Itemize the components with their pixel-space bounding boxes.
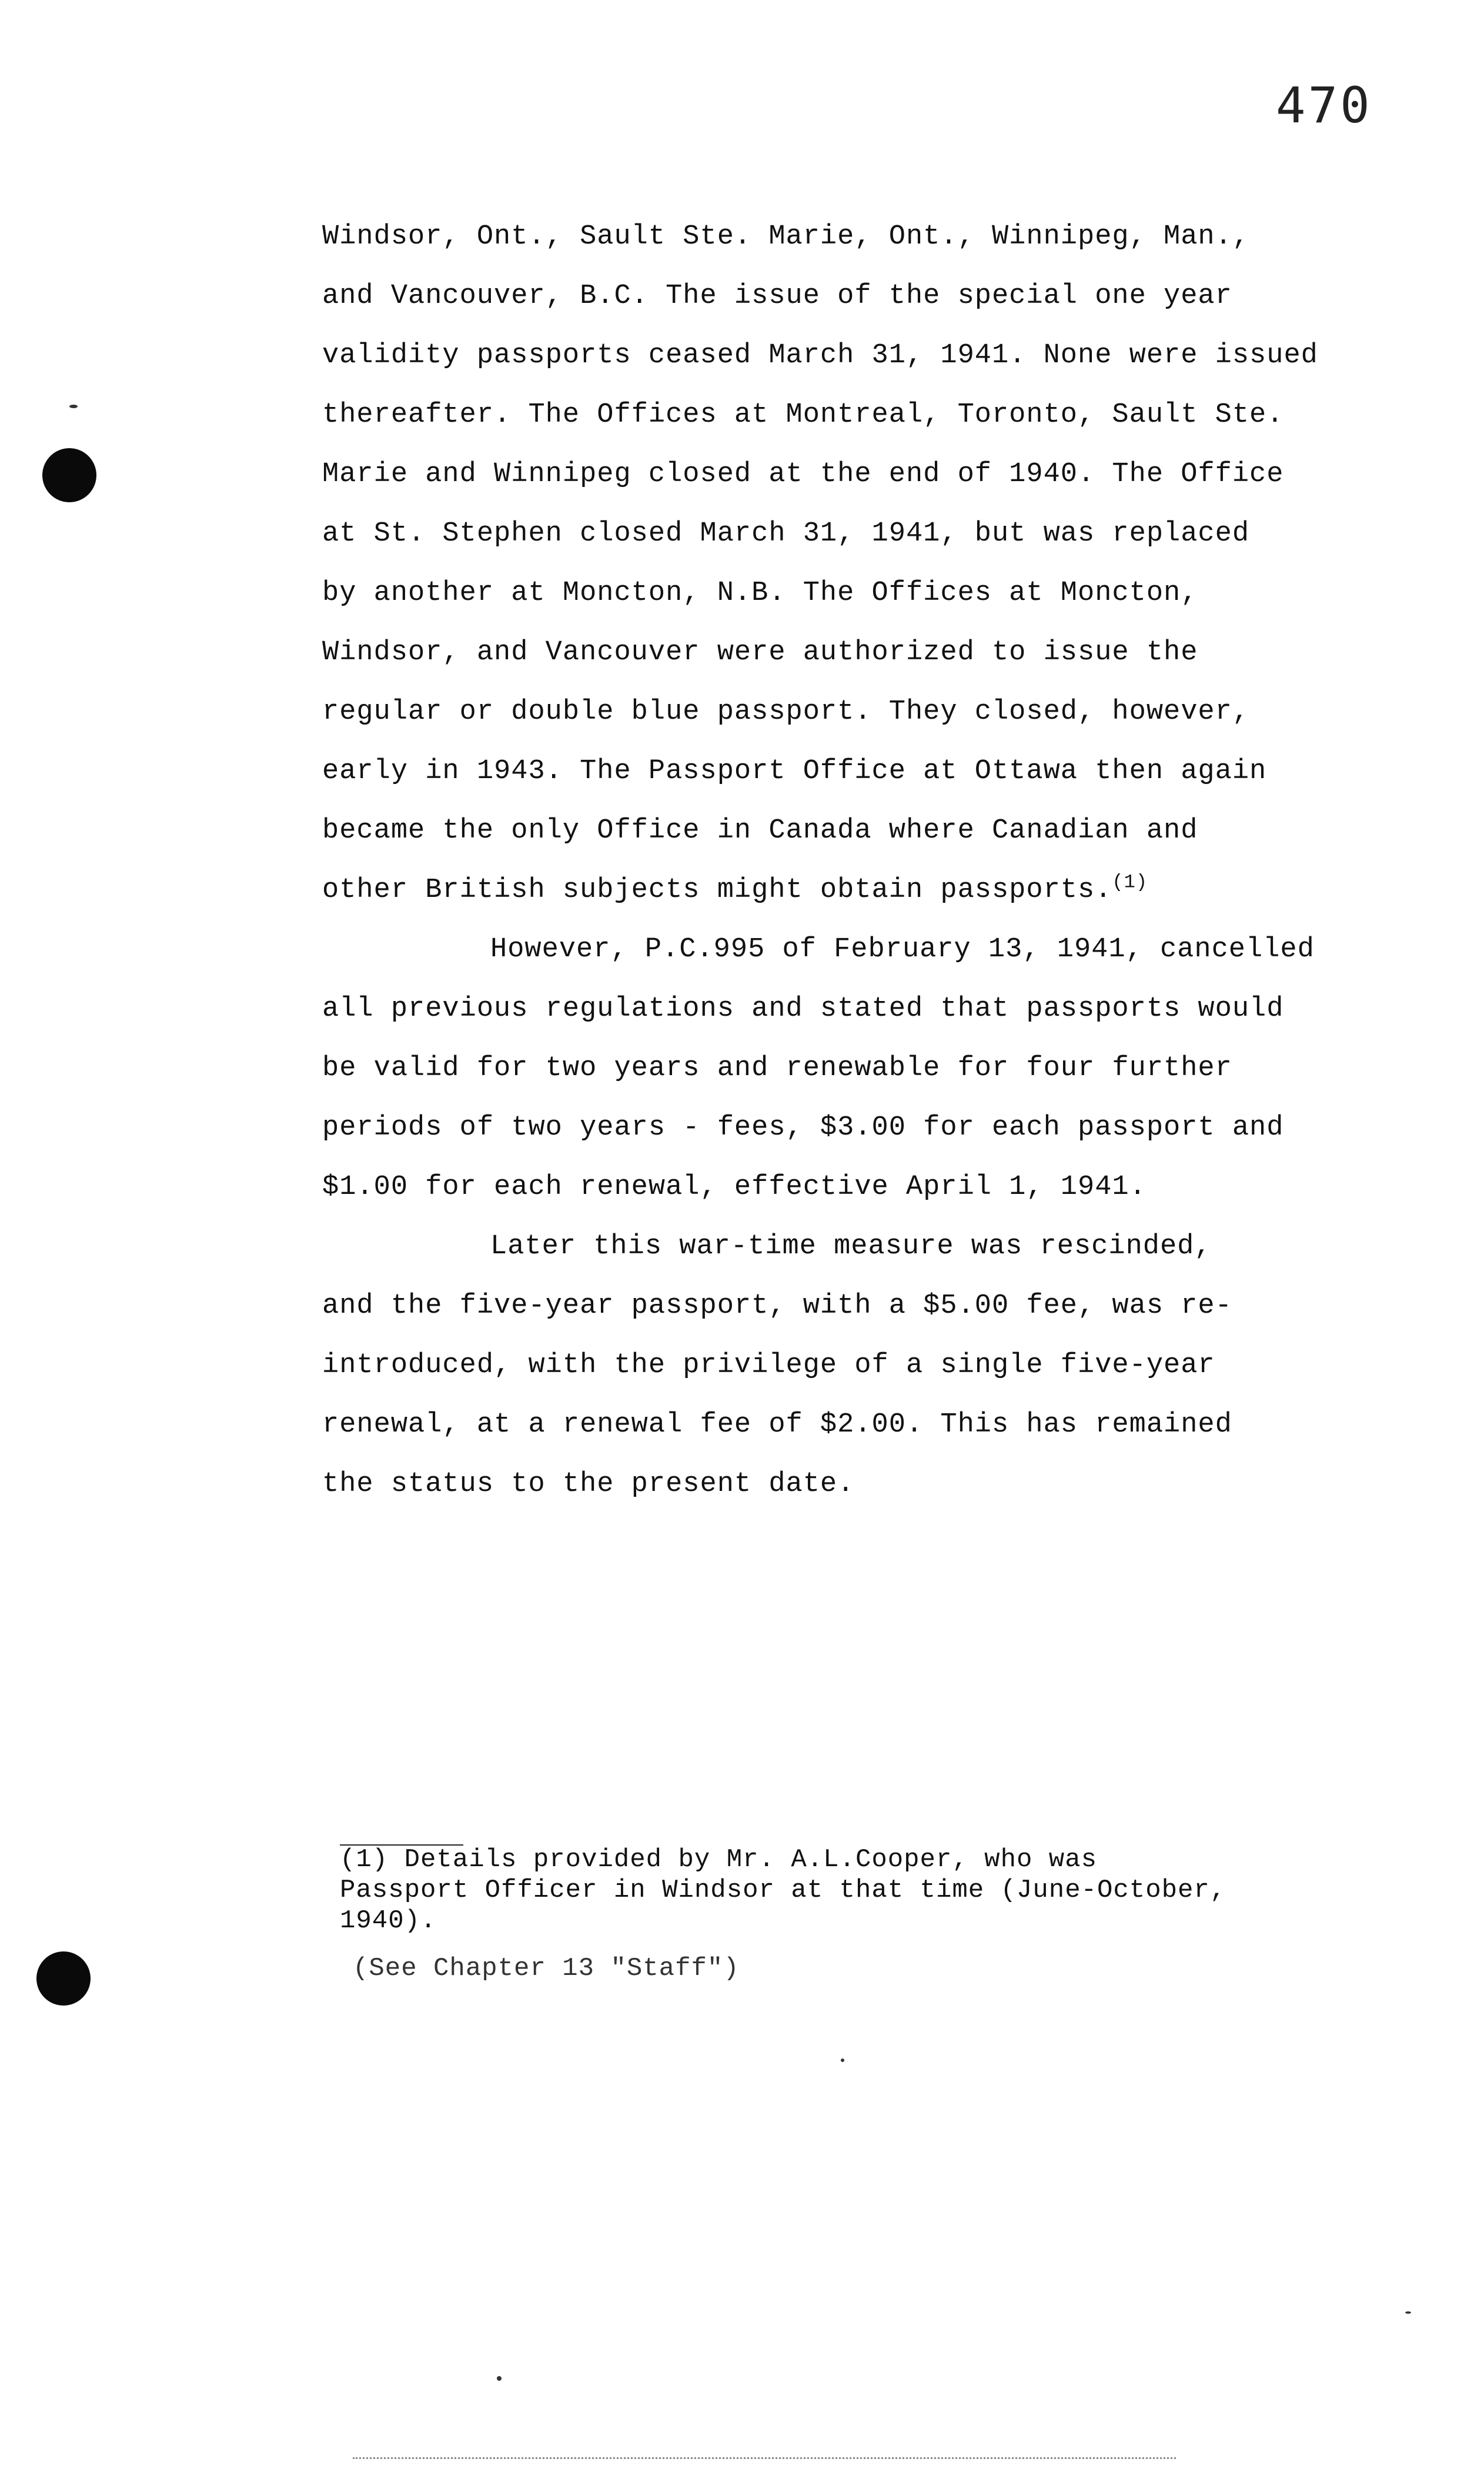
body-line: early in 1943. The Passport Office at Ottawa then again [322,756,1267,787]
footnote-line: Passport Officer in Windsor at that time (June-October, [340,1876,1226,1905]
scan-speck [1405,2311,1411,2314]
body-line-with-footnote [322,860,1357,920]
body-line: regular or double blue passport. They closed, however, [322,696,1250,728]
scan-speck [841,2058,844,2062]
paragraph-3-line: introduced, with the privilege of a single five-year [322,1350,1215,1381]
paragraph-3-line: Later this war-time measure was rescinded, [490,1231,1212,1262]
body-line-text: other British subjects might obtain passports. [322,875,1112,906]
body-line: and Vancouver, B.C. The issue of the special one year [322,281,1232,312]
body-line: Marie and Winnipeg closed at the end of 1940. The Office [322,459,1284,490]
scan-speck [69,405,78,408]
punch-hole-bottom [36,1951,91,2006]
body-line: thereafter. The Offices at Montreal, Toronto, Sault Ste. [322,399,1284,431]
scan-bottom-edge [353,2457,1176,2461]
body-text [322,207,1357,1514]
paragraph-2-line: However, P.C.995 of February 13, 1941, cancelled [490,934,1315,965]
body-line: validity passports ceased March 31, 1941. None were issued [322,340,1318,371]
paragraph-2-line: be valid for two years and renewable for four further [322,1053,1232,1084]
see-chapter-note: (See Chapter 13 "Staff") [353,1954,740,1983]
scan-speck [497,2376,502,2381]
paragraph-2-line: $1.00 for each renewal, effective April 1, 1941. [322,1172,1147,1203]
paragraph-2-line: all previous regulations and stated that passports would [322,993,1284,1025]
footnote-line: 1940). [340,1906,437,1936]
punch-hole-top [42,448,96,502]
body-line: at St. Stephen closed March 31, 1941, but was replaced [322,518,1250,549]
paragraph-3-line: the status to the present date. [322,1469,855,1500]
body-line: Windsor, Ont., Sault Ste. Marie, Ont., Winnipeg, Man., [322,221,1250,252]
page-number: 470 [1276,76,1372,134]
footnote-reference: (1) [1112,871,1148,893]
paragraph-3-line: renewal, at a renewal fee of $2.00. This has remained [322,1409,1232,1440]
body-line: Windsor, and Vancouver were authorized to issue the [322,637,1198,668]
body-line: became the only Office in Canada where Canadian and [322,815,1198,846]
footnote-line: (1) Details provided by Mr. A.L.Cooper, who was [340,1845,1098,1874]
footnote [340,1844,1351,1936]
body-line: by another at Moncton, N.B. The Offices at Moncton, [322,578,1198,609]
paragraph-2-line: periods of two years - fees, $3.00 for each passport and [322,1112,1284,1143]
paragraph-3-line: and the five-year passport, with a $5.00 fee, was re- [322,1290,1232,1322]
